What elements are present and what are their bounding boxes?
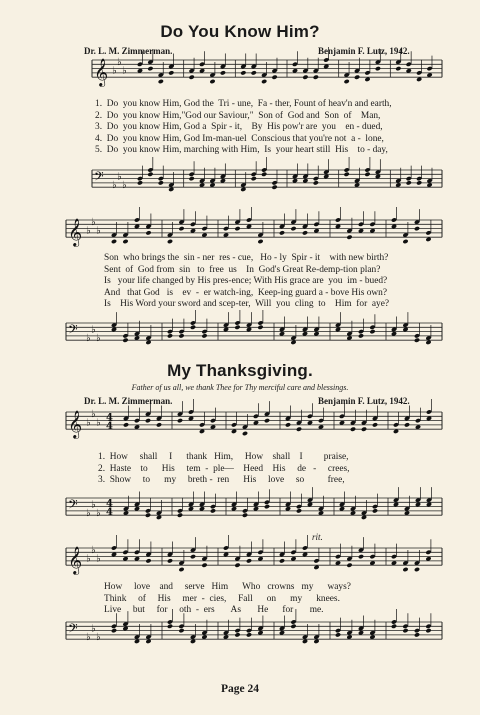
hymn1-verse5-line2: Is His Word your sword and scep-ter, Will you cling to Him for aye? — [104, 299, 390, 309]
svg-text:♭: ♭ — [91, 409, 96, 420]
svg-text:♭: ♭ — [91, 499, 96, 511]
hymn2-verse1-line1: 1. How shall I thank Him, How shall I praise, — [98, 452, 349, 462]
svg-text:𝄢: 𝄢 — [68, 321, 78, 340]
page-number: Page 24 — [220, 683, 259, 695]
svg-text:♭: ♭ — [96, 507, 101, 519]
svg-text:𝄢: 𝄢 — [94, 168, 104, 187]
hymn2-lyricist: Dr. L. M. Zimmerman. — [84, 396, 173, 406]
hymn1-verse5-line1: 5. Do you know Him, marching with Him, Is your heart still His to - day, — [95, 145, 388, 155]
svg-text:4: 4 — [106, 507, 113, 519]
hymn1-verse2-line2: Sent of God from sin to free us In God's Great Re-demp-tion plan? — [104, 264, 381, 275]
hymn2-verse3-line2: Live but for oth - ers As He for me. — [104, 605, 324, 615]
svg-text:♭: ♭ — [96, 332, 101, 344]
hymn1-verse4-line2: And that God is ev - er watch-ing, Keep-ing guard a - bove His own? — [104, 287, 387, 298]
svg-text:♭: ♭ — [122, 179, 127, 191]
svg-text:𝄞: 𝄞 — [94, 58, 109, 87]
svg-text:♭: ♭ — [96, 417, 101, 429]
hymn1-title: Do You Know Him? — [160, 22, 320, 41]
svg-text:4: 4 — [106, 421, 113, 433]
svg-text:♭: ♭ — [112, 65, 117, 77]
hymn2-verse3-line1: 3. Show to my breth - ren His love so free, — [98, 475, 345, 485]
svg-text:♭: ♭ — [96, 225, 101, 237]
hymn1-verse3-line2: Is your life changed by His pres-ence; With His grace are you im - bued? — [104, 276, 388, 286]
svg-text:4: 4 — [106, 412, 113, 424]
svg-text:♭: ♭ — [91, 217, 96, 228]
svg-text:♭: ♭ — [112, 179, 117, 191]
hymn2-title: My Thanksgiving. — [167, 361, 313, 380]
svg-text:♭: ♭ — [86, 507, 91, 519]
hymn1-verse3-line1: 3. Do you know Him, God a Spir - it, By His pow'r are you en - dued, — [95, 122, 383, 132]
svg-text:♭: ♭ — [86, 417, 91, 429]
svg-text:♭: ♭ — [86, 553, 91, 565]
svg-text:♭: ♭ — [122, 65, 127, 77]
hymn2-composer: Benjamin F. Lutz, 1942. — [318, 396, 410, 406]
svg-text:𝄢: 𝄢 — [68, 496, 78, 515]
svg-text:♭: ♭ — [86, 631, 91, 643]
svg-text:♭: ♭ — [86, 332, 91, 344]
hymn1-verse1-line2: Son who brings the sin - ner res - cue, Ho - ly Spir - it with new birth? — [104, 253, 389, 263]
hymn2-dedication: Father of us all, we thank Thee for Thy merciful care and blessings. — [131, 383, 349, 392]
hymn1-verse1-line1: 1. Do you know Him, God the Tri - une, Fa - ther, Fount of heav'n and earth, — [95, 99, 392, 109]
svg-text:♭: ♭ — [91, 545, 96, 556]
svg-text:𝄞: 𝄞 — [68, 546, 83, 575]
svg-text:♭: ♭ — [117, 171, 122, 183]
svg-text:𝄞: 𝄞 — [68, 410, 83, 439]
hymn1-lyricist: Dr. L. M. Zimmerman. — [84, 46, 173, 56]
svg-text:♭: ♭ — [86, 225, 91, 237]
hymn1-verse4-line1: 4. Do you know Him, God Im-man-uel Conscious that you're not a - lone, — [95, 133, 384, 144]
hymn2-verse1-line2: How love and serve Him Who crowns my ways? — [104, 582, 351, 592]
svg-text:4: 4 — [106, 498, 113, 510]
svg-text:♭: ♭ — [96, 553, 101, 565]
hymn2-verse2-line1: 2. Haste to His tem - ple— Heed His de - crees, — [98, 463, 350, 474]
svg-text:𝄞: 𝄞 — [68, 218, 83, 247]
hymn2-verse2-line2: Think of His mer - cies, Fall on my knees. — [104, 593, 340, 604]
hymn1-composer: Benjamin F. Lutz, 1942. — [318, 46, 410, 56]
svg-text:♭: ♭ — [96, 631, 101, 643]
hymn1-verse2-line1: 2. Do you know Him,"God our Saviour," Son of God and Son of Man, — [95, 110, 381, 121]
svg-text:♭: ♭ — [91, 324, 96, 336]
svg-text:♭: ♭ — [117, 57, 122, 68]
svg-text:𝄢: 𝄢 — [68, 620, 78, 639]
tempo-marking-rit: rit. — [312, 532, 323, 542]
svg-text:♭: ♭ — [91, 623, 96, 635]
